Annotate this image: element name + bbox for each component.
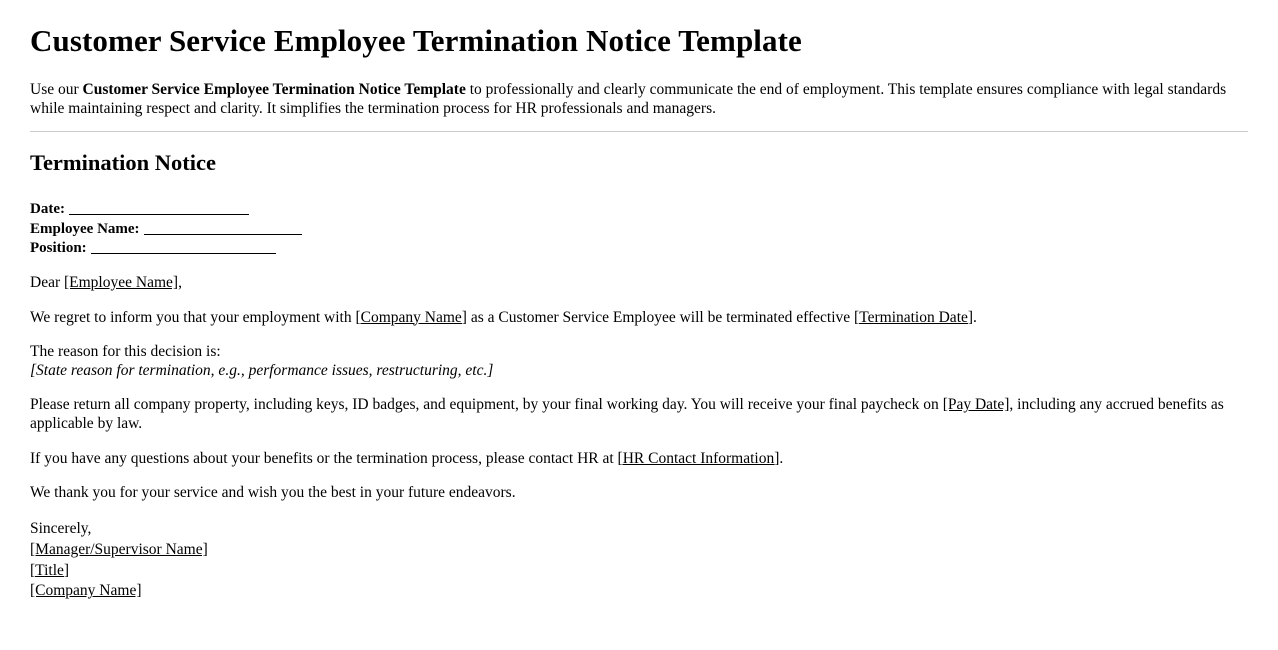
placeholder-title[interactable]: [Title] (30, 561, 70, 579)
field-input-employee-name[interactable] (144, 222, 302, 235)
paragraph-2-part-1: Please return all company property, including keys, ID badges, and equipment, by your final working day. You will receive your final paycheck on (30, 396, 943, 414)
paragraph-1-part-2: as a Customer Service Employee will be terminated effective (466, 308, 855, 326)
field-input-date[interactable] (69, 202, 249, 215)
field-label-position: Position: (30, 239, 87, 256)
field-row-date (30, 200, 1248, 219)
signature-block (30, 519, 1248, 603)
paragraph-1-part-3: . (973, 308, 977, 326)
paragraph-reason (30, 343, 1248, 380)
intro-text-before: Use our (30, 81, 83, 99)
page-title: Customer Service Employee Termination Notice Template (30, 23, 802, 58)
signature-closing: Sincerely, (30, 519, 92, 537)
placeholder-termination-date[interactable]: [Termination Date] (854, 308, 974, 326)
field-row-employee-name (30, 220, 1248, 239)
field-label-date: Date: (30, 201, 65, 218)
placeholder-reason-text[interactable]: [State reason for termination, e.g., performance issues, restructuring, etc.] (30, 361, 494, 379)
section-title-termination-notice: Termination Notice (30, 150, 217, 176)
intro-text-after: to professionally and clearly communicate the end of employment. This template ensures compliance with legal standards while maintaining respect and clarity. It simplifies the termination process for HR professionals and managers. (30, 81, 1227, 117)
placeholder-pay-date[interactable]: [Pay Date] (942, 396, 1010, 414)
intro-paragraph (30, 81, 1248, 118)
field-row-position (30, 239, 1248, 258)
placeholder-manager-name[interactable]: [Manager/Supervisor Name] (30, 540, 208, 558)
paragraph-company-property (30, 396, 1248, 433)
paragraph-3-part-2: . (779, 449, 784, 467)
intro-text-bold: Customer Service Employee Termination Notice Template (82, 81, 466, 99)
paragraph-hr-contact (30, 450, 1248, 469)
placeholder-company-name-signature[interactable]: [Company Name] (30, 582, 142, 600)
paragraph-3-part-1: If you have any questions about your benefits or the termination process, please contact HR at (30, 449, 618, 467)
header-divider (30, 131, 1248, 132)
placeholder-company-name[interactable]: [Company Name] (355, 308, 467, 326)
salutation-before: Dear (30, 273, 64, 291)
salutation (30, 274, 1248, 293)
paragraph-1-part-1: We regret to inform you that your employment with (30, 308, 356, 326)
field-input-position[interactable] (91, 241, 276, 254)
salutation-after: , (178, 273, 182, 291)
paragraph-2-part-2: , including any accrued benefits as applicable by law. (30, 396, 1224, 432)
field-block (30, 200, 1248, 258)
paragraph-thank-you: We thank you for your service and wish you the best in your future endeavors. (30, 484, 516, 502)
paragraph-termination-statement (30, 309, 1248, 328)
placeholder-employee-name[interactable]: [Employee Name] (64, 273, 179, 291)
field-label-employee-name: Employee Name: (30, 220, 140, 237)
reason-lead-text: The reason for this decision is: (30, 343, 221, 361)
placeholder-hr-contact-information[interactable]: [HR Contact Information] (617, 449, 780, 467)
